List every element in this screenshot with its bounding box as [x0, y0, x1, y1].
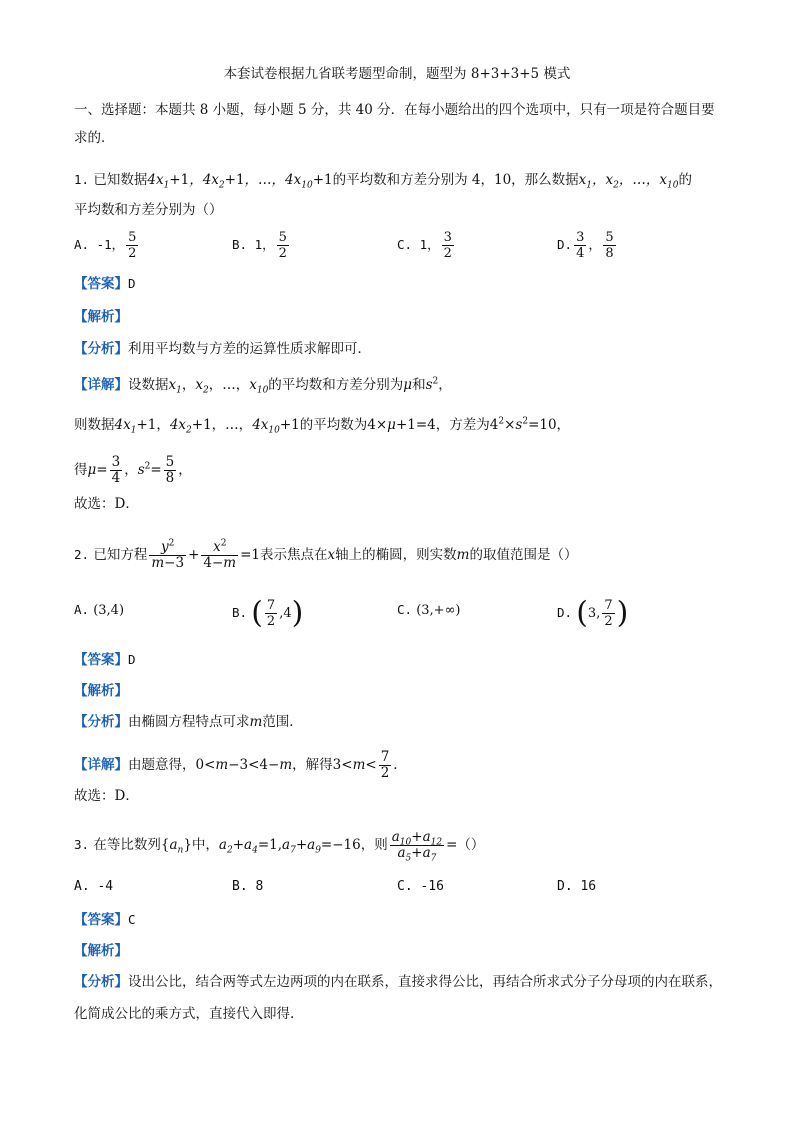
fraction: $\frac{5}{2}$	[128, 230, 137, 261]
fraction: $\frac{7}{2}$	[266, 598, 276, 629]
q1-stem-end: 的	[678, 172, 692, 188]
fraction: $\frac{x^2}{4-m}$	[203, 538, 237, 571]
q2-stem: 2. 已知方程 $\frac{y^2}{m-3}$ + $\frac{x^2}{4-m}$ =1表示焦点在x轴上的椭圆，则实数m的取值范围是（）	[74, 538, 578, 571]
fraction: $\frac{3}{4}$	[576, 230, 585, 261]
section-heading-line2: 求的．	[74, 130, 115, 146]
section-heading-line1: 一、选择题：本题共 8 小题，每小题 5 分，共 40 分．在每小题给出的四个选项中，只有一项是符合题目要	[74, 102, 715, 118]
fraction: $\frac{3}{4}$	[111, 454, 121, 486]
q3-fenxi-line2: 化简成公比的乘方式，直接代入即得.	[74, 1006, 295, 1022]
q2-analysis-label: 【解析】	[74, 683, 128, 699]
q3-option-c[interactable]: C. -16	[397, 879, 444, 894]
q1-detail: 【详解】设数据$x_1$，$x_2$，…，$x_{10}$的平均数和方差分别为μ和$s^2$，	[74, 376, 452, 396]
q2-option-a[interactable]: A. (3,4)	[74, 602, 125, 618]
q2-option-d[interactable]: D. (3, $\frac{7}{2}$ )	[557, 595, 629, 631]
q3-option-d[interactable]: D. 16	[557, 879, 597, 894]
q1-detail-result: 得μ= $\frac{3}{4}$ ，$s^2=$ $\frac{5}{8}$ ，	[74, 454, 192, 486]
fraction: $\frac{7}{2}$	[380, 749, 390, 781]
q1-detail-then: 则数据$4x_1+1$，$4x_2+1$，…，$4x_{10}+1$的平均数为4×μ+1=4，方差为$4^2\times s^2=10$，	[74, 416, 571, 436]
q1-stem-line2: 平均数和方差分别为（）	[74, 202, 223, 218]
fraction: $\frac{5}{8}$	[165, 454, 175, 486]
q2-fenxi: 【分析】由椭圆方程特点可求m范围．	[74, 714, 303, 730]
q1-option-d[interactable]: D. $\frac{3}{4}$ ， $\frac{5}{8}$	[557, 230, 614, 261]
fraction: $\frac{3}{2}$	[443, 230, 452, 261]
fraction: $\frac{a_{10}+a_{12}}{a_5+a_7}$	[391, 829, 443, 864]
q3-option-a[interactable]: A. -4	[74, 879, 114, 894]
q1-data-formula: $4x_1+1$，$4x_2+1$，…，$4x_{10}+1$	[147, 172, 333, 191]
q1-analysis-label: 【解析】	[74, 309, 128, 325]
fraction: $\frac{7}{2}$	[604, 598, 613, 629]
q1-option-a[interactable]: A. -1， $\frac{5}{2}$	[74, 230, 137, 261]
fraction: $\frac{5}{8}$	[605, 230, 614, 261]
q3-fenxi-line1: 【分析】设出公比，结合两等式左边两项的内在联系，直接求得公比，再结合所求式分子分母项的内在联系，	[74, 974, 722, 990]
q2-choose: 故选：D．	[74, 788, 139, 804]
q1-stem-line1	[74, 170, 754, 190]
q3-analysis-label: 【解析】	[74, 943, 128, 959]
q2-answer: 【答案】D	[74, 652, 136, 668]
q1-stem-pre: 已知数据	[93, 172, 148, 188]
q1-number: 1.	[74, 172, 90, 187]
fraction: $\frac{5}{2}$	[278, 230, 287, 261]
q1-choose: 故选：D．	[74, 496, 139, 512]
q1-stem-mid: 的平均数和方差分别为 4，10，那么数据	[332, 172, 579, 188]
q1-answer: 【答案】D	[74, 276, 136, 292]
q3-option-b[interactable]: B. 8	[232, 879, 264, 894]
document-title: 本套试卷根据九省联考题型命制，题型为 8+3+3+5 模式	[223, 66, 571, 82]
fraction: $\frac{y^2}{m-3}$	[151, 538, 185, 571]
q1-option-b[interactable]: B. 1， $\frac{5}{2}$	[232, 230, 287, 261]
q1-option-c[interactable]: C. 1， $\frac{3}{2}$	[397, 230, 452, 261]
q2-option-c[interactable]: C. (3,+∞)	[397, 602, 461, 618]
q1-data-vars: $x_1$，$x_2$，…，$x_{10}$	[578, 172, 679, 191]
q1-fenxi: 【分析】利用平均数与方差的运算性质求解即可．	[74, 341, 371, 357]
q2-detail: 【详解】由题意得，0<m−3<4−m，解得3<m< $\frac{7}{2}$ .	[74, 749, 398, 781]
q3-answer: 【答案】C	[74, 912, 136, 928]
q3-stem: 3. 在等比数列$\{a_n\}$中，$a_2+a_4=1,a_7+a_9=-16$，则 $\frac{a_{10}+a_{12}}{a_5+a_7}$ =（）	[74, 829, 485, 864]
q2-option-b[interactable]: B. ( $\frac{7}{2}$ ,4)	[232, 595, 304, 631]
